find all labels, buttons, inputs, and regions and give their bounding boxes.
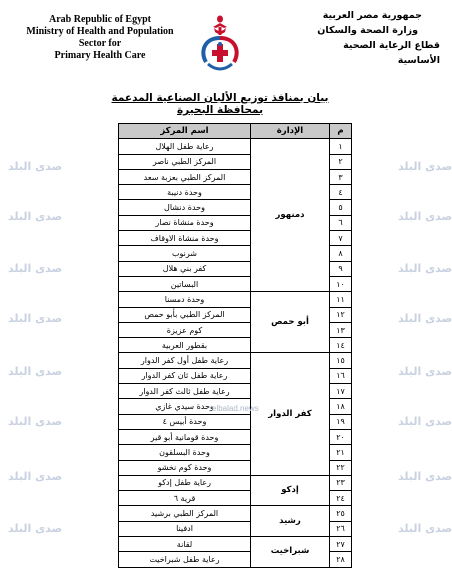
center-name: كوم عزيزة — [119, 322, 251, 337]
row-number: ١٣ — [330, 322, 352, 337]
row-number: ١٤ — [330, 338, 352, 353]
row-number: ٢٣ — [330, 475, 352, 490]
title-line: بيان بمنافذ توزيع الألبان الصناعية المدعمة — [111, 92, 329, 104]
watermark-text: صدى البلد — [398, 415, 452, 428]
header-en-line: Ministry of Health and Population — [26, 26, 174, 37]
row-number: ١ — [330, 139, 352, 154]
district-cell: رشيد — [251, 506, 330, 537]
center-name: وحدة دمسنا — [119, 292, 251, 307]
center-name: شرنوب — [119, 246, 251, 261]
outlets-table — [118, 123, 352, 568]
district-cell: كفر الدوار — [251, 353, 330, 475]
row-number: ١٦ — [330, 368, 352, 383]
row-number: ٢٨ — [330, 552, 352, 567]
header-ar-line: جمهورية مصر العربية — [322, 10, 422, 21]
center-name: رعاية طفل ثالث كفر الدوار — [119, 384, 251, 399]
center-name: قرية ٦ — [119, 491, 251, 506]
row-number: ١٥ — [330, 353, 352, 368]
row-number: ٢٦ — [330, 521, 352, 536]
title-line: بمحافظة البحيرة — [176, 104, 264, 116]
center-name: ادفينا — [119, 521, 251, 536]
center-name: وحدة دنيبة — [119, 185, 251, 200]
ministry-logo-icon — [196, 14, 244, 76]
row-number: ١١ — [330, 292, 352, 307]
center-name: رعاية طفل ثان كفر الدوار — [119, 368, 251, 383]
watermark-text: صدى البلد — [8, 210, 63, 223]
center-name: وحدة أبيس ٤ — [119, 414, 251, 429]
watermark-text: صدى البلد — [398, 312, 452, 325]
watermark-text: صدى البلد — [8, 522, 63, 535]
row-number: ٤ — [330, 185, 352, 200]
col-header-center: اسم المركز — [119, 124, 251, 139]
row-number: ١٠ — [330, 276, 352, 291]
center-name: المركز الطبي بأبو حمص — [119, 307, 251, 322]
row-number: ٢٢ — [330, 460, 352, 475]
table-row — [119, 292, 352, 307]
table-row — [119, 475, 352, 490]
row-number: ١٩ — [330, 414, 352, 429]
row-number: ١٧ — [330, 384, 352, 399]
row-number: ٨ — [330, 246, 352, 261]
header-english — [20, 14, 180, 62]
row-number: ٧ — [330, 231, 352, 246]
center-name: رعاية طفل شبراخيت — [119, 552, 251, 567]
row-number: ١٢ — [330, 307, 352, 322]
center-name: رعاية طفل أول كفر الدوار — [119, 353, 251, 368]
document-title — [100, 92, 340, 116]
header-en-line: Sector for — [78, 38, 122, 49]
header-ar-line: وزارة الصحة والسكان — [317, 25, 418, 36]
header-en-line: Primary Health Care — [54, 50, 146, 61]
center-name: المركز الطبي برشيد — [119, 506, 251, 521]
district-cell: شبراخيت — [251, 537, 330, 568]
center-name: وحدة دنشال — [119, 200, 251, 215]
row-number: ٢٥ — [330, 506, 352, 521]
watermark-site: elbalad.news — [212, 404, 259, 413]
row-number: ٩ — [330, 261, 352, 276]
center-name: المركز الطبي ناصر — [119, 154, 251, 169]
watermark-text: صدى البلد — [398, 365, 452, 378]
center-name: كفر بني هلال — [119, 261, 251, 276]
center-name: لقانة — [119, 537, 251, 552]
center-name: بقطور العربية — [119, 338, 251, 353]
row-number: ٢ — [330, 154, 352, 169]
watermark-text: صدى البلد — [8, 160, 63, 173]
district-cell: دمنهور — [251, 139, 330, 292]
row-number: ١٨ — [330, 399, 352, 414]
table-body — [119, 139, 352, 567]
col-header-district: الإدارة — [251, 124, 330, 139]
center-name: المركز الطبي بعزبة سعد — [119, 169, 251, 184]
watermark-text: صدى البلد — [8, 312, 63, 325]
watermark-text: صدى البلد — [8, 365, 63, 378]
center-name: وحدة منشاة نصار — [119, 215, 251, 230]
center-name: وحدة قومانية أبو قير — [119, 429, 251, 444]
row-number: ٢١ — [330, 445, 352, 460]
center-name: وحدة سيدي غازي — [119, 399, 251, 414]
district-cell: أبو حمص — [251, 292, 330, 353]
header-arabic — [300, 8, 440, 68]
center-name: البساتين — [119, 276, 251, 291]
district-cell: إدكو — [251, 475, 330, 506]
row-number: ٢٧ — [330, 537, 352, 552]
watermark-text: صدى البلد — [8, 415, 63, 428]
row-number: ٣ — [330, 169, 352, 184]
center-name: وحدة البسلقون — [119, 445, 251, 460]
watermark-text: صدى البلد — [398, 210, 452, 223]
watermark-text: صدى البلد — [398, 262, 452, 275]
table-row — [119, 537, 352, 552]
row-number: ٢٤ — [330, 491, 352, 506]
table-row — [119, 353, 352, 368]
row-number: ٢٠ — [330, 429, 352, 444]
table-row — [119, 506, 352, 521]
center-name: رعاية طفل إدكو — [119, 475, 251, 490]
header-en-line: Arab Republic of Egypt — [49, 14, 151, 25]
table-row — [119, 139, 352, 154]
center-name: وحدة كوم نخشو — [119, 460, 251, 475]
watermark-text: صدى البلد — [398, 160, 452, 173]
col-header-number: م — [330, 124, 352, 139]
header-ar-line: قطاع الرعاية الصحية الأساسية — [343, 40, 440, 66]
watermark-text: صدى البلد — [8, 262, 63, 275]
watermark-text: صدى البلد — [398, 470, 452, 483]
row-number: ٥ — [330, 200, 352, 215]
row-number: ٦ — [330, 215, 352, 230]
watermark-text: صدى البلد — [398, 522, 452, 535]
table-header-row — [119, 124, 352, 139]
watermark-text: صدى البلد — [8, 470, 63, 483]
center-name: وحدة منشاة الاوقاف — [119, 231, 251, 246]
center-name: رعاية طفل الهلال — [119, 139, 251, 154]
